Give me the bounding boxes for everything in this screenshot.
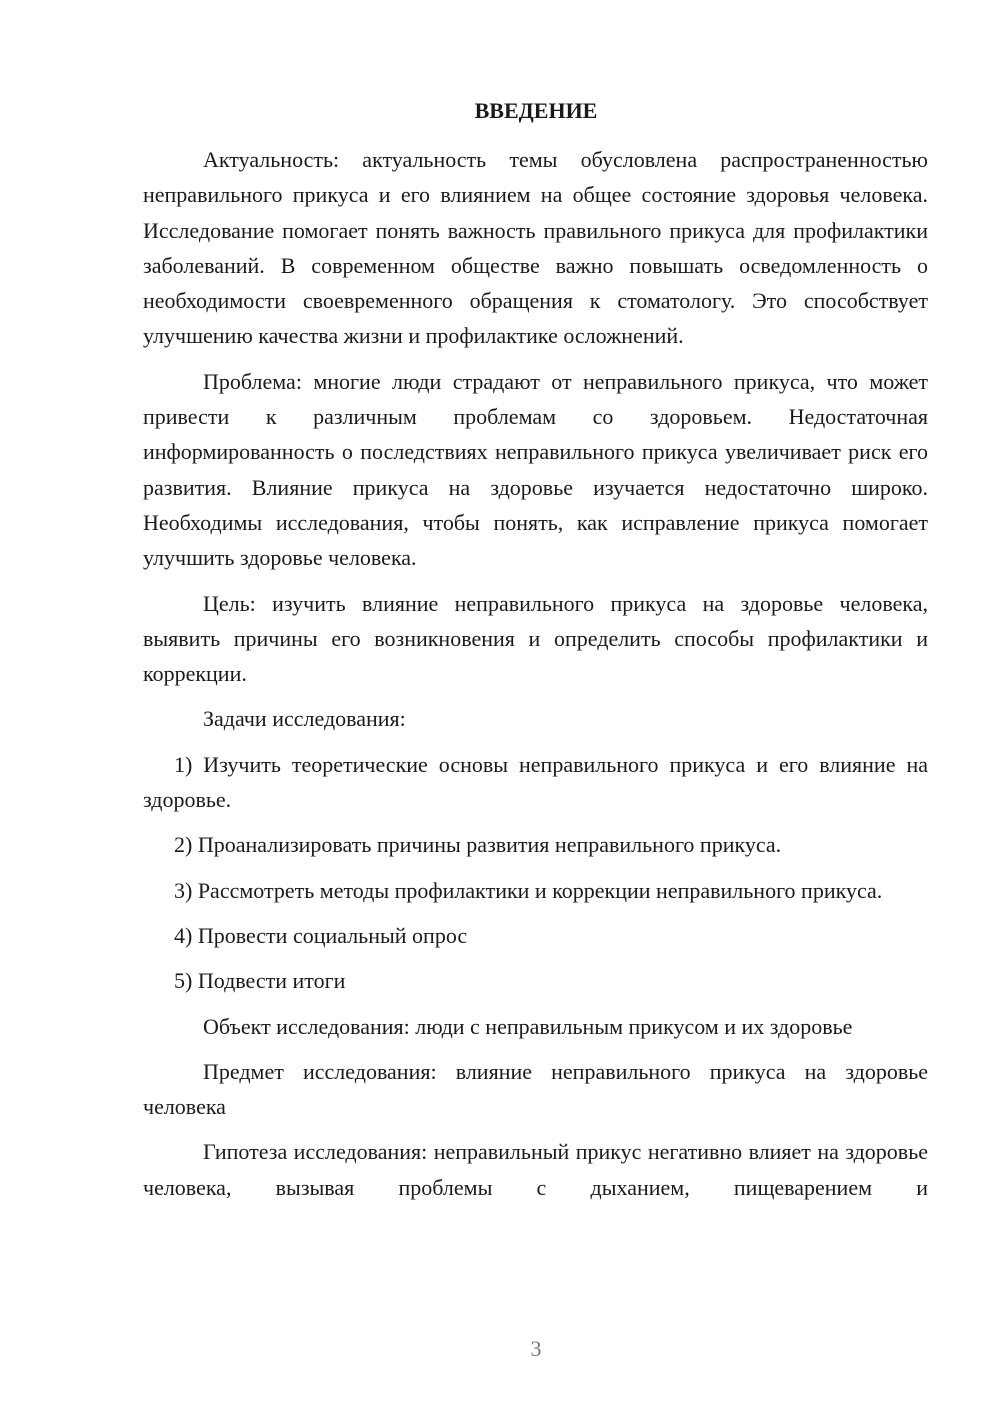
task-item: 2) Проанализировать причины развития неправильного прикуса. [174,832,782,858]
paragraph-hypothesis: Гипотеза исследования: неправильный прикус негативно влияет на здоровье человека, вызывая проблемы с дыханием, пищеварением и [143,1139,928,1200]
task-item: 4) Провести социальный опрос [174,922,468,948]
task-item: 5) Подвести итоги [174,968,346,994]
page-number: 3 [530,1336,542,1361]
page-title: ВВЕДЕНИЕ [474,98,598,123]
task-item: 1) Изучить теоретические основы неправильного прикуса и его влияние на здоровье. [143,751,928,813]
paragraph-object: Объект исследования: люди с неправильным прикусом и их здоровье [203,1013,853,1039]
tasks-heading: Задачи исследования: [203,706,406,732]
document-body [143,142,928,1205]
paragraph-subject: Предмет исследования: влияние неправильного прикуса на здоровье человека [143,1058,928,1120]
paragraph-relevance: Актуальность: актуальность темы обусловлена распространенностью неправильного прикуса и его влиянием на общее состояние здоровья человека. Исследование помогает понять важность правильного прикуса для профилактики заболеваний. В современном обществе важно повышать осведомленность о необходимости своевременного обращения к стоматологу. Это способствует улучшению качества жизни и профилактике осложнений. [143,147,928,349]
task-item: 3) Рассмотреть методы профилактики и коррекции неправильного прикуса. [174,877,883,903]
paragraph-problem: Проблема: многие люди страдают от неправильного прикуса, что может привести к различным проблемам со здоровьем. Недостаточная информированность о последствиях неправильного прикуса увеличивает риск его развития. Влияние прикуса на здоровье изучается недостаточно широко. Необходимы исследования, чтобы понять, как исправление прикуса помогает улучшить здоровье человека. [143,368,928,571]
paragraph-goal: Цель: изучить влияние неправильного прикуса на здоровье человека, выявить причины его возникновения и определить способы профилактики и коррекции. [143,590,928,687]
